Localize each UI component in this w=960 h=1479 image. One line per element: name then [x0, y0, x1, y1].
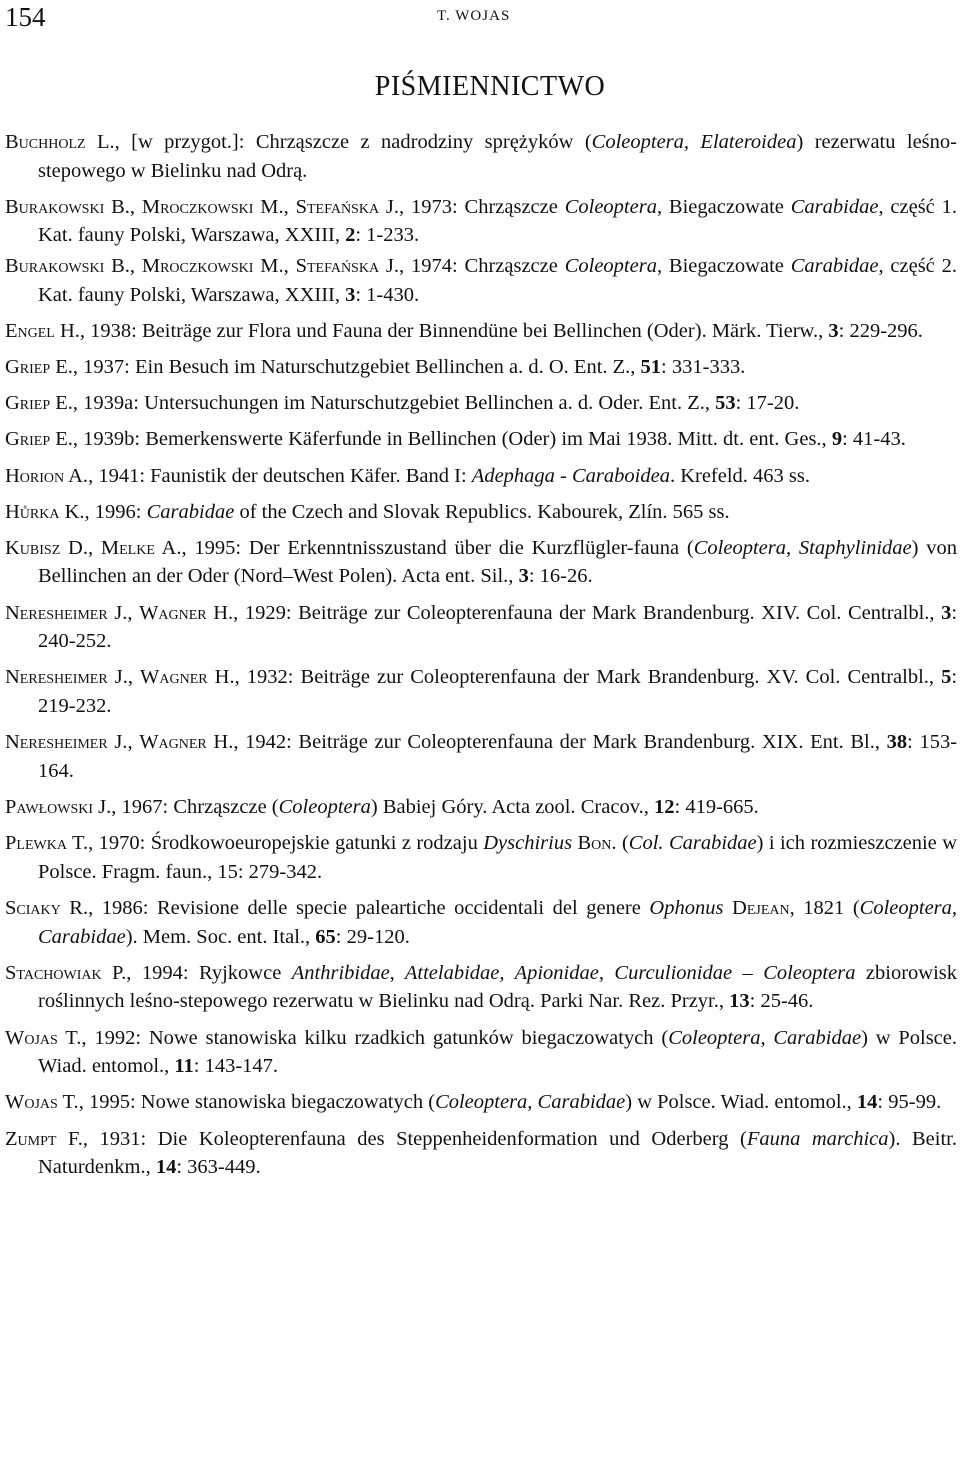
reference-author: Melke A.: [100, 536, 182, 559]
reference-volume: 9: [831, 428, 843, 451]
reference-text: ,: [283, 195, 296, 218]
reference-text: ,: [127, 601, 140, 624]
reference-text: , 1932: Beiträge zur Coleopterenfauna der Mark Brandenburg. XV. Col. Centralbl.,: [234, 666, 942, 689]
reference-entry: [5, 1125, 957, 1182]
page-number: 154: [5, 2, 46, 32]
reference-text: , 1929: Beiträge zur Coleopterenfauna der Mark Brandenburg. XIV. Col. Centralbl.,: [233, 601, 942, 624]
reference-taxon: Dyschirius: [483, 832, 573, 855]
reference-taxon: Carabidae: [146, 500, 235, 523]
reference-author: Neresheimer J.: [5, 666, 128, 689]
reference-text: , 1821 (: [789, 896, 860, 919]
reference-text: ) w Polsce. Wiad. entomol.,: [625, 1091, 857, 1114]
reference-text: ,: [129, 254, 142, 277]
reference-text: zbiorowisk roślinnych leśno-stepowego rezerwatu w Bielinku nad Odrą. Parki Nar. Rez. Przyr.,: [38, 961, 957, 1013]
reference-entry: [5, 252, 957, 309]
reference-entry: [5, 1024, 957, 1081]
reference-text: , 1986: Revisione delle specie paleartiche occidentali del genere: [88, 896, 650, 919]
reference-volume: 38: [886, 731, 908, 754]
reference-text: ) i ich rozmieszczenie w Polsce. Fragm. faun., 15: 279-342.: [38, 832, 957, 883]
reference-author: Pawłowski J.: [5, 796, 112, 818]
reference-entry: [5, 425, 957, 454]
reference-taxon: Ophonus: [649, 896, 724, 919]
reference-text: ) von Bellinchen an der Oder (Nord–West Polen). Acta ent. Sil.,: [38, 536, 957, 588]
reference-author: Bon.: [577, 832, 617, 855]
reference-text: , 1941: Faunistik der deutschen Käfer. Band I:: [88, 464, 472, 487]
reference-entry: [5, 317, 957, 346]
reference-author: Stachowiak P.: [5, 961, 127, 984]
reference-taxon: Coleoptera, Elateroidea: [591, 131, 797, 153]
reference-text: , 1937: Ein Besuch im Naturschutzgebiet Bellinchen a. d. O. Ent. Z.,: [72, 355, 641, 378]
reference-text: , 1939b: Bemerkenswerte Käferfunde in Bellinchen (Oder) im Mai 1938. Mitt. dt. ent. Ges.,: [72, 428, 832, 451]
reference-text: : 363-449.: [176, 1156, 261, 1179]
reference-text: : 29-120.: [335, 925, 410, 948]
reference-text: ,: [127, 731, 140, 754]
reference-entry: [5, 353, 957, 382]
reference-volume: 12: [654, 796, 675, 818]
reference-entry: [5, 793, 957, 822]
reference-text: , [w przygot.]: Chrząszcze z nadrodziny sprężyków (: [114, 131, 592, 153]
reference-text: : 17-20.: [735, 392, 800, 415]
reference-author: Stefańska J.: [295, 195, 400, 218]
reference-text: , Biegaczowate: [656, 195, 791, 218]
reference-text: ) rezerwatu leśno-stepowego w Bielinku nad Odrą.: [38, 131, 957, 182]
running-head: T. WOJAS: [437, 8, 511, 24]
reference-text: , 1995: Nowe stanowiska biegaczowatych (: [78, 1091, 436, 1114]
reference-volume: 13: [729, 990, 750, 1013]
reference-text: , 1995: Der Erkenntnisszustand über die Kurzflügler-fauna (: [181, 536, 694, 559]
reference-volume: 5: [941, 666, 952, 689]
reference-text: : 16-26.: [528, 565, 593, 588]
reference-author: Wagner H.: [139, 731, 234, 754]
reference-author: Horion A.: [5, 464, 89, 487]
reference-volume: 51: [640, 355, 662, 378]
reference-entry: [5, 663, 957, 720]
reference-taxon: Carabidae: [790, 195, 879, 218]
reference-entry: [5, 728, 957, 785]
reference-author: Hůrka K.: [5, 500, 85, 523]
reference-author: Dejean: [732, 896, 790, 919]
reference-text: : 25-46.: [749, 990, 814, 1013]
reference-taxon: Col. Carabidae: [628, 832, 757, 855]
reference-volume: 65: [315, 925, 336, 948]
reference-volume: 3: [345, 283, 356, 306]
reference-entry: [5, 389, 957, 418]
reference-entry: [5, 894, 957, 951]
reference-taxon: Coleoptera: [564, 195, 657, 218]
reference-taxon: Coleoptera: [564, 254, 657, 277]
reference-text: ) Babiej Góry. Acta zool. Cracov.,: [370, 796, 654, 818]
reference-author: Stefańska J.: [295, 254, 400, 277]
reference-taxon: Anthribidae, Attelabidae, Apionidae, Curculionidae – Coleoptera: [291, 961, 856, 984]
reference-text: , 1938: Beiträge zur Flora und Fauna der Binnendüne bei Bellinchen (Oder). Märk. Tierw.,: [79, 319, 829, 342]
reference-text: , 1967: Chrząszcze (: [111, 796, 279, 818]
reference-entry: [5, 829, 957, 886]
reference-text: ,: [87, 536, 101, 559]
reference-author: Griep E.: [5, 355, 73, 378]
reference-entry: [5, 534, 957, 591]
reference-author: Kubisz D.: [5, 536, 88, 559]
reference-text: , 1942: Beiträge zur Coleopterenfauna der Mark Brandenburg. XIX. Ent. Bl.,: [233, 731, 887, 754]
section-title: [0, 71, 960, 103]
reference-author: Engel H.: [5, 319, 80, 342]
section-title-text: PIŚMIENNICTWO: [374, 71, 606, 102]
reference-entry: [5, 128, 957, 185]
reference-author: Wagner H.: [140, 666, 235, 689]
reference-author: Mroczkowski M.: [141, 254, 284, 277]
reference-text: of the Czech and Slovak Republics. Kabourek, Zlín. 565 ss.: [234, 500, 730, 523]
reference-text: , 1939a: Untersuchungen im Naturschutzgebiet Bellinchen a. d. Oder. Ent. Z.,: [72, 392, 716, 415]
reference-entry: [5, 959, 957, 1016]
reference-taxon: Coleoptera, Carabidae: [435, 1091, 626, 1114]
reference-author: Mroczkowski M.: [141, 195, 284, 218]
reference-author: Zumpt F.: [5, 1127, 83, 1150]
reference-text: ,: [129, 195, 142, 218]
reference-author: Wojas T.: [5, 1026, 82, 1049]
reference-author: Neresheimer J.: [5, 731, 128, 754]
reference-text: : 229-296.: [838, 319, 923, 342]
reference-text: , 1994: Ryjkowce: [126, 961, 292, 984]
reference-author: Burakowski B.: [5, 254, 130, 277]
reference-text: ). Beitr. Naturdenkm.,: [38, 1127, 957, 1179]
reference-text: , część 1. Kat. fauny Polski, Warszawa, XXIII,: [38, 195, 957, 247]
reference-text: : 419-665.: [674, 796, 759, 818]
reference-author: Sciaky R.: [5, 896, 89, 919]
reference-text: , 1974: Chrząszcze: [399, 254, 565, 277]
reference-entry: [5, 1088, 957, 1117]
reference-taxon: Coleoptera, Carabidae: [38, 896, 958, 948]
reference-text: : 41-43.: [842, 428, 906, 451]
reference-text: , 1992: Nowe stanowiska kilku rzadkich gatunków biegaczowatych (: [81, 1026, 669, 1049]
reference-list: [5, 128, 957, 1189]
reference-entry: [5, 193, 957, 250]
reference-text: : 240-252.: [38, 601, 958, 653]
reference-volume: 2: [345, 224, 356, 247]
reference-text: : 143-147.: [193, 1055, 279, 1078]
reference-volume: 14: [155, 1156, 177, 1179]
reference-author: Wagner H.: [139, 601, 234, 624]
reference-author: Burakowski B.: [5, 195, 130, 218]
reference-author: Plewka T.: [5, 832, 89, 855]
reference-taxon: Fauna marchica: [746, 1127, 889, 1150]
reference-volume: 11: [174, 1055, 194, 1078]
reference-text: : 1-430.: [355, 283, 420, 306]
reference-author: Griep E.: [5, 392, 73, 415]
reference-text: . Krefeld. 463 ss.: [669, 464, 811, 487]
reference-taxon: Coleoptera, Staphylinidae: [693, 536, 912, 559]
reference-taxon: Carabidae: [790, 254, 879, 277]
reference-taxon: Coleoptera, Carabidae: [668, 1026, 862, 1049]
reference-text: ). Mem. Soc. ent. Ital.,: [125, 925, 316, 948]
reference-author: Buchholz L.: [5, 131, 115, 153]
reference-text: ) w Polsce. Wiad. entomol.,: [38, 1026, 958, 1078]
reference-text: : 331-333.: [661, 355, 746, 378]
reference-text: [723, 897, 732, 919]
reference-text: , 1931: Die Koleopterenfauna des Steppenheidenformation und Oderberg (: [82, 1127, 747, 1150]
reference-entry: [5, 599, 957, 656]
reference-entry: [5, 498, 957, 527]
reference-text: ,: [283, 254, 296, 277]
reference-text: , część 2. Kat. fauny Polski, Warszawa, XXIII,: [38, 254, 957, 306]
reference-volume: 14: [856, 1091, 878, 1114]
reference-text: , 1973: Chrząszcze: [399, 195, 565, 218]
reference-author: Neresheimer J.: [5, 601, 128, 624]
reference-text: , Biegaczowate: [656, 254, 791, 277]
reference-author: Wojas T.: [5, 1091, 79, 1114]
reference-text: : 1-233.: [355, 224, 420, 247]
reference-author: Griep E.: [5, 428, 73, 451]
reference-text: , 1970: Środkowoeuropejskie gatunki z rodzaju: [88, 832, 484, 855]
reference-text: , 1996:: [84, 500, 147, 523]
reference-entry: [5, 462, 957, 491]
reference-taxon: Adephaga - Caraboidea: [471, 464, 670, 487]
reference-text: : 95-99.: [877, 1091, 942, 1114]
reference-text: ,: [127, 666, 141, 689]
reference-volume: 3: [518, 565, 529, 588]
reference-text: : 219-232.: [38, 666, 958, 718]
reference-volume: 53: [715, 392, 736, 415]
reference-text: : 153-164.: [38, 731, 958, 782]
reference-volume: 3: [941, 601, 952, 624]
reference-taxon: Coleoptera: [278, 796, 371, 818]
reference-volume: 3: [828, 319, 839, 342]
reference-text: (: [616, 832, 629, 855]
